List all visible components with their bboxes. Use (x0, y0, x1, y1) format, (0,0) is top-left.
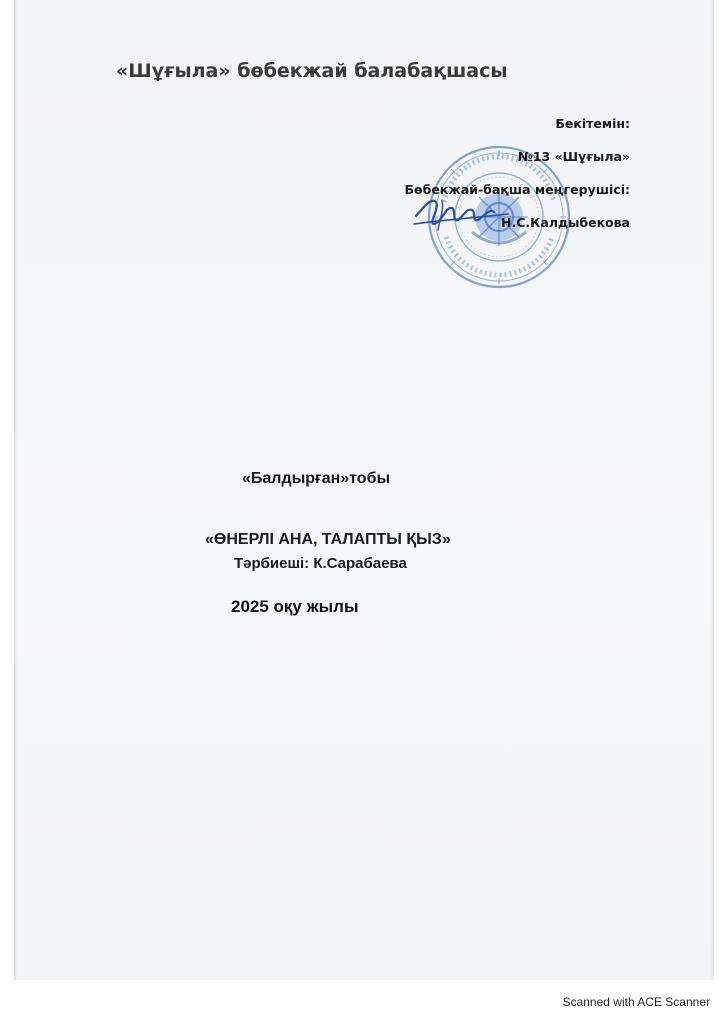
page-right-edge (710, 0, 714, 980)
kindergarten-name: «Шұғыла» бөбекжай балабақшасы (116, 60, 508, 82)
approval-position: Бөбекжай-бақша меңгерушісі: (404, 182, 630, 197)
document-page (14, 0, 714, 980)
teacher-name: Тәрбиеші: К.Сарабаева (234, 555, 407, 572)
approval-heading: Бекітемін: (555, 116, 630, 131)
page-left-edge (14, 0, 17, 980)
approval-block (405, 107, 630, 239)
academic-year: 2025 оқу жылы (231, 597, 359, 616)
scanner-watermark: Scanned with ACE Scanner (562, 995, 710, 1009)
group-name: «Балдырған»тобы (242, 470, 391, 487)
approval-institution: №13 «Шұғыла» (517, 149, 630, 164)
project-title: «ӨНЕРЛІ АНА, ТАЛАПТЫ ҚЫЗ» (205, 531, 451, 548)
approval-signatory: Н.С.Калдыбекова (501, 215, 630, 230)
